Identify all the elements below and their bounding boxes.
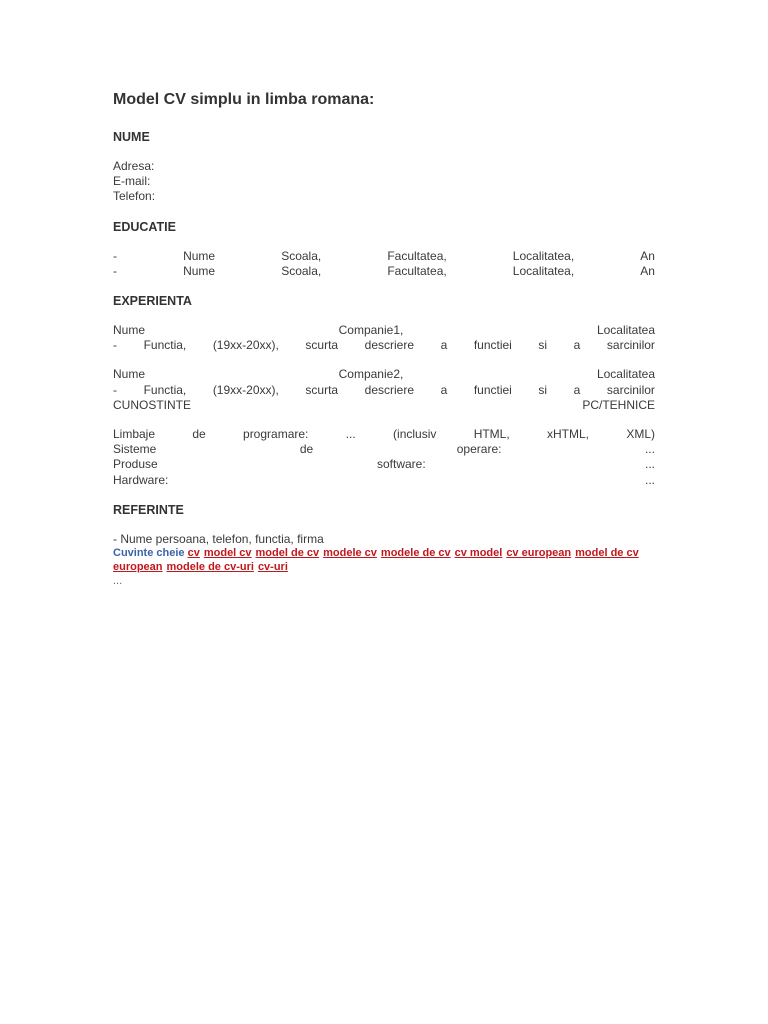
text-word: XML) — [626, 427, 655, 442]
experience-row — [113, 383, 655, 398]
text-word: Localitatea — [596, 367, 655, 382]
text-word: a — [573, 382, 581, 397]
section-heading-referinte: REFERINTE — [113, 502, 184, 517]
text-word: a — [573, 338, 581, 353]
text-word: descriere — [364, 382, 415, 397]
text-word: Produse — [113, 457, 158, 472]
section-heading-experienta: EXPERIENTA — [113, 294, 192, 309]
text-word: HTML, — [473, 427, 510, 442]
text-word: Nume — [113, 367, 146, 382]
text-word: CUNOSTINTE — [113, 397, 191, 412]
experience-entry-2 — [113, 367, 655, 413]
keyword-link[interactable]: model cv — [203, 547, 252, 560]
text-word: Scoala, — [281, 263, 322, 278]
page-title: Model CV simplu in limba romana: — [113, 91, 375, 108]
keyword-link[interactable]: cv european — [506, 547, 572, 560]
experience-row — [113, 323, 655, 338]
section-heading-nume: NUME — [113, 130, 150, 144]
phone-line: Telefon: — [113, 189, 156, 204]
text-word: Companie2, — [338, 367, 404, 382]
text-word: Localitatea — [596, 323, 655, 338]
text-word: a — [440, 382, 448, 397]
text-word: sarcinilor — [606, 338, 655, 353]
education-row — [113, 249, 655, 264]
keyword-link[interactable]: cv model — [454, 547, 503, 560]
text-word: si — [538, 382, 548, 397]
text-word: ... — [345, 427, 356, 442]
text-word: programare: — [243, 427, 309, 442]
text-word: functiei — [473, 338, 512, 353]
text-word: de — [192, 427, 206, 442]
text-word: Sisteme — [113, 442, 157, 457]
text-word: Nume — [183, 263, 216, 278]
reference-line: - Nume persoana, telefon, functia, firma — [113, 531, 324, 546]
keywords-label: Cuvinte cheie — [113, 547, 185, 560]
experience-row — [113, 338, 655, 353]
text-word: - — [113, 338, 117, 353]
text-word: ... — [644, 442, 655, 457]
skills-list — [113, 427, 655, 488]
keyword-link[interactable]: model de cv — [255, 547, 320, 560]
text-word: Functia, — [143, 338, 187, 353]
section-heading-educatie: EDUCATIE — [113, 219, 176, 234]
email-line: E-mail: — [113, 174, 151, 189]
text-word: (inclusiv — [393, 427, 437, 442]
experience-row — [113, 398, 655, 413]
skills-row — [113, 442, 655, 457]
education-row — [113, 264, 655, 279]
keyword-link[interactable]: modele de cv-uri — [166, 560, 254, 573]
education-list — [113, 249, 655, 279]
text-word: descriere — [364, 338, 415, 353]
keywords-block — [113, 547, 655, 574]
text-word: Scoala, — [281, 248, 322, 263]
text-word: si — [538, 338, 548, 353]
text-word: - — [113, 382, 117, 397]
text-word: xHTML, — [547, 427, 589, 442]
keyword-link[interactable]: cv-uri — [257, 560, 288, 573]
text-word: (19xx-20xx), — [212, 338, 279, 353]
text-word: de — [299, 442, 314, 457]
text-word: Companie1, — [338, 323, 404, 338]
text-word: Facultatea, — [387, 263, 447, 278]
text-word: Functia, — [143, 382, 187, 397]
keyword-link[interactable]: cv — [187, 547, 200, 560]
skills-row — [113, 473, 655, 488]
keyword-link[interactable]: modele de cv — [380, 547, 451, 560]
text-word: - — [113, 248, 117, 263]
skills-row — [113, 427, 655, 442]
text-word: An — [640, 263, 655, 278]
keyword-link[interactable]: model de cv european — [113, 547, 639, 573]
text-word: Hardware: — [113, 472, 169, 487]
text-word: Localitatea, — [512, 248, 575, 263]
cv-document — [113, 90, 655, 588]
text-word: scurta — [305, 338, 339, 353]
keyword-links — [113, 547, 639, 573]
text-word: Nume — [113, 323, 146, 338]
text-word: Facultatea, — [387, 248, 447, 263]
text-word: functiei — [473, 382, 512, 397]
text-word: (19xx-20xx), — [212, 382, 279, 397]
text-word: Nume — [183, 248, 216, 263]
text-word: - — [113, 263, 117, 278]
text-word: ... — [644, 472, 655, 487]
experience-entry-1 — [113, 323, 655, 353]
text-word: ... — [644, 457, 655, 472]
text-word: Localitatea, — [512, 263, 575, 278]
text-word: scurta — [305, 382, 339, 397]
text-word: An — [640, 248, 655, 263]
keyword-link[interactable]: modele cv — [323, 547, 377, 560]
text-word: software: — [377, 457, 426, 472]
text-word: Limbaje — [113, 427, 156, 442]
ellipsis-text: ... — [113, 575, 123, 588]
text-word: operare: — [456, 442, 502, 457]
skills-row — [113, 457, 655, 472]
text-word: PC/TEHNICE — [582, 397, 655, 412]
text-word: a — [440, 338, 448, 353]
address-line: Adresa: — [113, 159, 155, 173]
experience-row — [113, 367, 655, 382]
text-word: sarcinilor — [606, 382, 655, 397]
